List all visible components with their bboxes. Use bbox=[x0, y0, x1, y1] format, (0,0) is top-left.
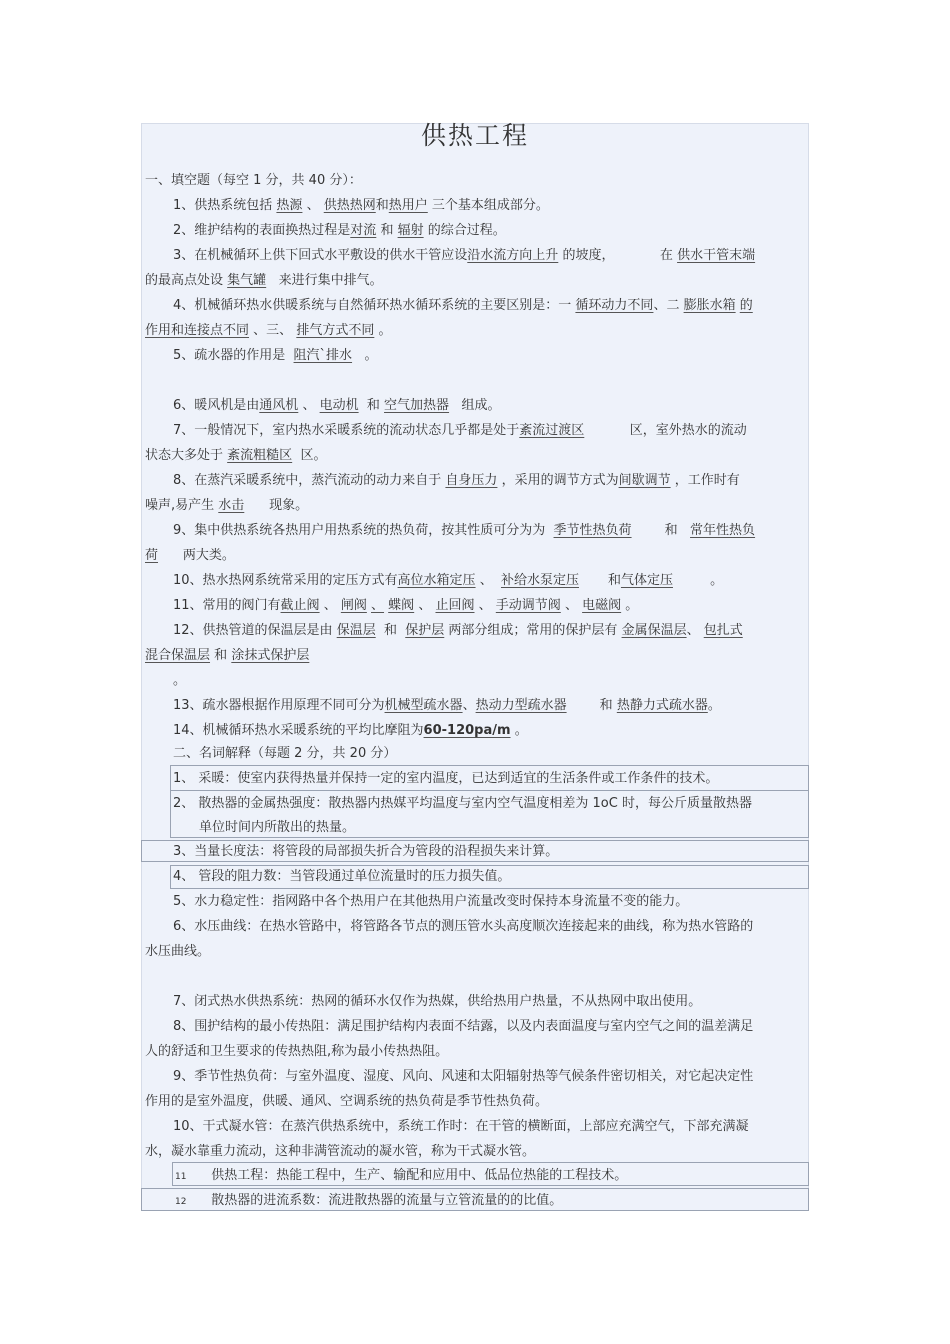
question-3-line1: 3、在机械循环上供下回式水平敷设的供水干管应设沿水流方向上升 的坡度， 在 供水干管末端 bbox=[173, 248, 756, 263]
definition-9-line1: 9、季节性热负荷：与室外温度、湿度、风向、风速和太阳辐射热等气候条件密切相关，对它起决定性 bbox=[173, 1069, 754, 1084]
definition-1: 1、 采暖：使室内获得热量并保持一定的室内温度，已达到适宜的生活条件或工作条件的技术。 bbox=[173, 771, 719, 786]
question-3-line2: 的最高点处设 集气罐 来进行集中排气。 bbox=[145, 273, 383, 288]
question-6: 6、暖风机是由通风机 、 电动机 和 空气加热器 组成。 bbox=[173, 398, 501, 413]
question-4-line1: 4、机械循环热水供暖系统与自然循环热水循环系统的主要区别是：一 循环动力不同、二 膨胀水箱 的 bbox=[173, 298, 753, 313]
definition-8-line1: 8、围护结构的最小传热阻：满足围护结构内表面不结露，以及内表面温度与室内空气之间的温差满足 bbox=[173, 1019, 754, 1034]
definition-10-line2: 水，凝水靠重力流动，这种非满管流动的凝水管，称为干式凝水管。 bbox=[145, 1144, 536, 1159]
definition-5: 5、水力稳定性：指网路中各个热用户在其他热用户流量改变时保持本身流量不变的能力。 bbox=[173, 894, 689, 909]
question-5: 5、疏水器的作用是 阻汽`排水 。 bbox=[173, 348, 378, 363]
question-12-line3: 。 bbox=[173, 673, 187, 688]
definition-8-line2: 人的舒适和卫生要求的传热热阻,称为最小传热热阻。 bbox=[145, 1044, 449, 1059]
definition-4: 4、 管段的阻力数：当管段通过单位流量时的压力损失值。 bbox=[173, 869, 511, 884]
question-13: 13、疏水器根据作用原理不同可分为机械型疏水器、热动力型疏水器 和 热静力式疏水器。 bbox=[173, 698, 721, 713]
section1-heading: 一、填空题（每空 1 分，共 40 分）： bbox=[145, 173, 362, 188]
question-9-line2: 荷 两大类。 bbox=[145, 548, 235, 563]
question-10: 10、热水热网系统常采用的定压方式有高位水箱定压 、 补给水泵定压 和气体定压 。 bbox=[173, 573, 724, 588]
question-14: 14、机械循环热水采暖系统的平均比摩阻为60-120pa/m 。 bbox=[173, 723, 528, 738]
question-9-line1: 9、集中供热系统各热用户用热系统的热负荷，按其性质可分为为 季节性热负荷 和 常年性热负 bbox=[173, 523, 756, 538]
question-2: 2、维护结构的表面换热过程是对流 和 辐射 的综合过程。 bbox=[173, 223, 506, 238]
question-12-line1: 12、供热管道的保温层是由 保温层 和 保护层 两部分组成；常用的保护层有 金属保温层、 包扎式 bbox=[173, 623, 743, 638]
question-8-line2: 噪声,易产生 水击 现象。 bbox=[145, 498, 309, 513]
question-11: 11、常用的阀门有截止阀 、 闸阀 、 蝶阀 、 止回阀 、 手动调节阀 、 电磁阀 。 bbox=[173, 598, 639, 613]
question-8-line1: 8、在蒸汽采暖系统中，蒸汽流动的动力来自于 自身压力 ，采用的调节方式为间歇调节 ，工作时有 bbox=[173, 473, 740, 488]
definition-12: 12 散热器的进流系数：流进散热器的流量与立管流量的的比值。 bbox=[175, 1193, 563, 1208]
definition-2-line1: 2、 散热器的金属热强度：散热器内热媒平均温度与室内空气温度相差为 1oC 时，每公斤质量散热器 bbox=[173, 796, 752, 811]
definition-11: 11 供热工程：热能工程中，生产、输配和应用中、低品位热能的工程技术。 bbox=[175, 1168, 628, 1183]
definition-7: 7、闭式热水供热系统：热网的循环水仅作为热媒，供给热用户热量，不从热网中取出使用。 bbox=[173, 994, 702, 1009]
question-7-line2: 状态大多处于 紊流粗糙区 区。 bbox=[145, 448, 327, 463]
section2-heading: 二、名词解释（每题 2 分，共 20 分） bbox=[173, 746, 397, 761]
definition-9-line2: 作用的是室外温度，供暖、通风、空调系统的热负荷是季节性热负荷。 bbox=[145, 1094, 549, 1109]
definition-6-line1: 6、水压曲线：在热水管路中，将管路各节点的测压管水头高度顺次连接起来的曲线，称为热水管路的 bbox=[173, 919, 754, 934]
question-12-line2: 混合保温层 和 涂抹式保护层 bbox=[145, 648, 310, 663]
question-1: 1、供热系统包括 热源 、 供热热网和热用户 三个基本组成部分。 bbox=[173, 198, 549, 213]
question-7-line1: 7、一般情况下，室内热水采暖系统的流动状态几乎都是处于紊流过渡区 区，室外热水的流动 bbox=[173, 423, 747, 438]
document-title: 供热工程 bbox=[420, 121, 529, 150]
definition-6-line2: 水压曲线。 bbox=[145, 944, 211, 959]
definition-3: 3、当量长度法：将管段的局部损失折合为管段的沿程损失来计算。 bbox=[173, 844, 559, 859]
definition-2-line2: 单位时间内所散出的热量。 bbox=[199, 820, 356, 835]
question-4-line2: 作用和连接点不同 、三、 排气方式不同 。 bbox=[145, 323, 392, 338]
definition-10-line1: 10、干式凝水管：在蒸汽供热系统中，系统工作时：在干管的横断面，上部应充满空气，下部充满凝 bbox=[173, 1119, 749, 1134]
